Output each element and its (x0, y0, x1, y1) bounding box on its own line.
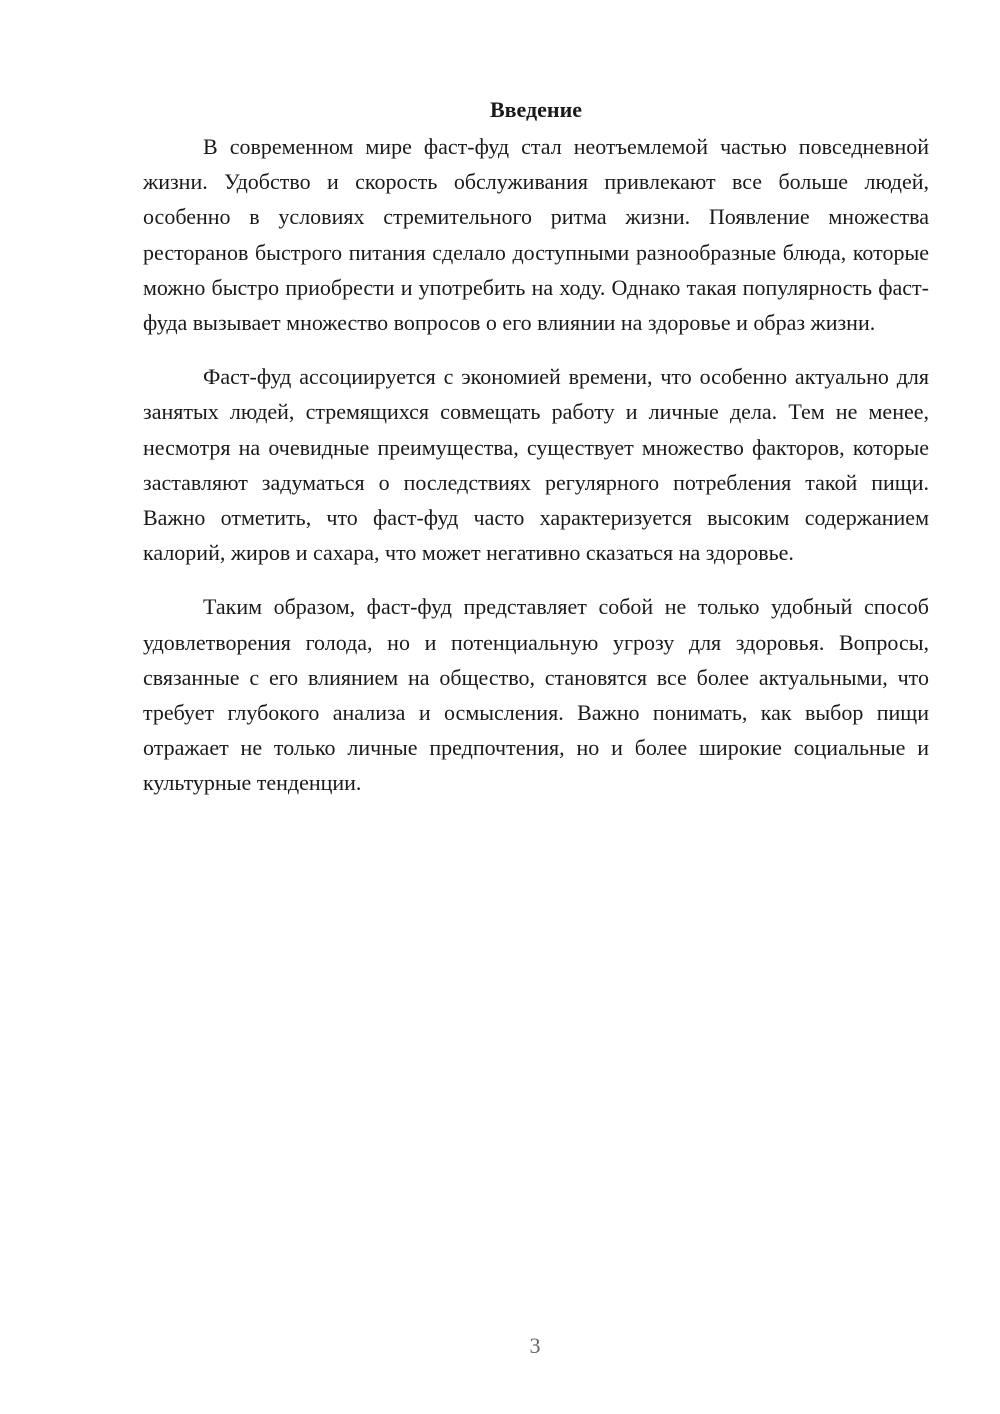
page-content (143, 92, 929, 801)
page-number: 3 (529, 1333, 541, 1358)
paragraph-2: Фаст-фуд ассоциируется с экономией времени, что особенно актуально для занятых людей, стремящихся совмещать работу и личные дела. Тем не менее, несмотря на очевидные преимущества, существует множество факторов, которые заставляют задуматься о последствиях регулярного потребления такой пищи. Важно отметить, что фаст-фуд часто характеризуется высоким содержанием калорий, жиров и сахара, что может негативно сказаться на здоровье. (143, 364, 929, 566)
paragraph-1: В современном мире фаст-фуд стал неотъемлемой частью повседневной жизни. Удобство и скорость обслуживания привлекают все больше людей, особенно в условиях стремительного ритма жизни. Появление множества ресторанов быстрого питания сделало доступными разнообразные блюда, которые можно быстро приобрести и употребить на ходу. Однако такая популярность фаст-фуда вызывает множество вопросов о его влиянии на здоровье и образ жизни. (143, 134, 929, 336)
section-title: Введение (489, 97, 583, 122)
paragraph-3: Таким образом, фаст-фуд представляет собой не только удобный способ удовлетворения голода, но и потенциальную угрозу для здоровья. Вопросы, связанные с его влиянием на общество, становятся все более актуальными, что требует глубокого анализа и осмысления. Важно понимать, как выбор пищи отражает не только личные предпочтения, но и более широкие социальные и культурные тенденции. (143, 594, 929, 796)
